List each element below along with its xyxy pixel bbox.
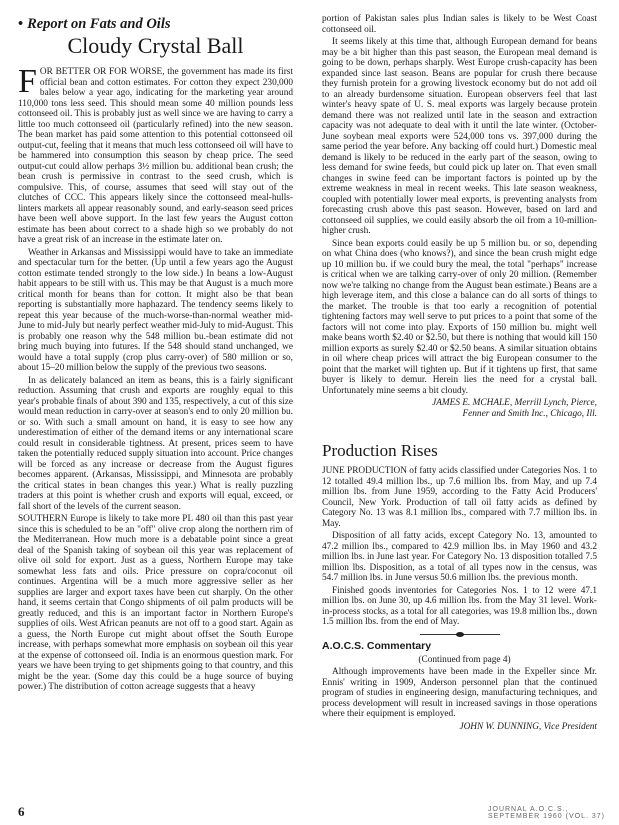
production-paragraph-1: [322, 466, 597, 529]
journal-footer: JOURNAL A.O.C.S., SEPTEMBER 1960 (VOL. 37): [488, 806, 605, 820]
article-title: Cloudy Crystal Ball: [67, 33, 244, 59]
commentary-signature: JOHN W. DUNNING, Vice President: [459, 721, 597, 732]
signature-line: JAMES E. MCHALE, Merrill Lynch, Pierce,: [432, 398, 597, 408]
paragraph-text: Europe is likely to take more PL 480 oil than this past year since this is scheduled to be an "off" olive crop along the northern rim of the Mediterranean. How much more is a debatable point since a great deal of the Spanish taking of soybean oil this year was replacement of olive oil sold for export. Just as a guess, Northern Europe may take somewhat less fats and oils. Price pressure on copra/coconut oil continues. Argentina will be a much more aggressive seller as her supplies are larger and export taxes have been cut sharply. On the other hand, it seems certain that Congo shipments of oil palm products will be greatly reduced, and this is an important factor in Northern Europe's supplies of oils. West African peanuts are not off to a good start. Again as a guess, the North Europe cut might about offset the South Europe increase, with perhaps somewhat more emphasis on soybean oil this year at the expense of cottonseed oil. India is an enormous question mark. For years we have been trying to get shipments going to that country, and this might be the year. (Some day this could be a huge source of buying power.) The distribution of cotton acreage suggests that a heavy: [18, 514, 293, 693]
signature-line: Fenner and Smith Inc., Chicago, Ill.: [462, 408, 597, 419]
lead-in: JUNE PRODUCTION: [322, 466, 407, 477]
lead-in: SOUTHERN: [18, 514, 68, 525]
bullet-icon: •: [18, 16, 24, 32]
article-paragraph-4: [18, 514, 293, 693]
production-paragraph-2: Disposition of all fatty acids, except Category No. 13, amounted to 47.2 million lbs., compared to 42.9 million lbs. in May 1960 and 43.2 million lbs. in June last year. For Category No. 13 disposition totalled 7.5 million lbs. Disposition, as a total of all types now in the census, was 54.7 million lbs. in June versus 50.6 million lbs. the previous month.: [322, 531, 597, 584]
article-paragraph-1: [18, 63, 293, 246]
article-paragraph-5: portion of Pakistan sales plus Indian sales is likely to be West Coast cottonseed oil.: [322, 14, 597, 35]
production-paragraph-3: Finished goods inventories for Categories Nos. 1 to 12 were 47.1 million lbs. on June 30, up 4.6 million lbs. from the May 31 level. Work-in-process stocks, as a total for all categories, was 19.8 million lbs., down 1.5 million lbs. from the end of May.: [322, 585, 597, 628]
article-paragraph-3: In as delicately balanced an item as beans, this is a fairly significant reduction. Assuming that crush and exports are roughly equal to this year's probable finals of about 390 and 135, respectively, a cut of this size would mean reduction in carry-over at season's end to only 20 million bu. or so. With such a small amount on hand, it is easy to see how any underestimation of either of the demand items or any international scare could result in considerable tightness. At present, prices seem to have taken the potentially reduced supply situation into account. Price changes will be forced as any increase or decrease from the August figures becomes apparent. (Arkansas, Mississippi, and Minnesota are probably the critical states in bean changes this year.) What is really puzzling traders at this point is whether crush and exports will equal, exceed, or fall short of the levels of the current season.: [18, 375, 293, 512]
article-paragraph-7: Since bean exports could easily be up 5 million bu. or so, depending on what China does (who knows?), and since the bean crush might edge up 10 million bu. if we could bury the meal, the total "perhaps" increase is critical when we are talking carry-over of only 20 million. (Remember now we're talking no change from the August bean estimate.) Beans are a high leverage item, and this close a balance can do all sorts of things to the market. The trouble is that too early a recognition of potential tightening factors may well serve to put prices to a point that some of the factors will not come into play. Exports of 150 million bu. might well make beans worth $2.40 or $2.50, but there is nothing that would kill 150 million exports as surely $2.40 or $2.50 beans. A similar situation obtains in oil where cheap prices will attract the big European consumer to the point that the market will tighten up. But if it tightens up first, that same buyer is likely to demur. Herein lies the need for a crystal ball. Unfortunately mine seems a bit cloudy.: [322, 238, 597, 396]
lead-in: OR BETTER OR FOR WORSE,: [39, 67, 165, 78]
continued-note: (Continued from page 4): [418, 654, 511, 665]
paragraph-text: the government has made its first official bean and cotton estimates. For cotton they expect 230,000 bales below a year ago, indicating for the marketing year around 110,000 tons less seed. This should mean some 40 million pounds less cottonseed oil. This is probably just as well since we are having to carry a little too much cottonseed oil (particularly refined) into the new season. The bean market has paid some attention to this potential cottonseed oil output-cut, feeling that it means that much less cottonseed oil will have to be hammered into consumption this season by cheap price. The seed output-cut could allow perhaps 3½ million bu. additional bean crush; the bean crush is permissive in contrast to the seed crush, which is compulsive. This, of course, assumes that seed will stay out of the clutches of CCC. This appears likely since the cottonseed meal-hulls-linters markets all appear reasonably sound, and early-season seed prices have been well above support. In the last few years the August cotton estimate has been about correct to a shade high so we probably do not have a great risk of an increase in the estimate later on.: [18, 67, 293, 246]
page-number: 6: [18, 804, 25, 819]
article-paragraph-2: Weather in Arkansas and Mississippi would have to take an immediate and spectacular turn for the better. (Up until a few years ago the August cotton estimate tended strongly to the low side.) In beans a low-August habit appears to be still with us. This may be that August is a much more critical month for beans than for cotton. It might also be that bean reporting is substantially more haphazard. The tendency seems likely to repeat this year because of the much-worse-than-normal weather mid-June to mid-July but nearly perfect weather mid-July to mid-August. This is probably one reason why the 548 million bu.-bean estimate did not bring much buying into futures. If the 548 should stand unchanged, we would have a total supply (crop plus carry-over) of 580 million or so, about 15–20 million below the supply of the previous two seasons.: [18, 247, 293, 374]
section-title-production: Production Rises: [322, 441, 438, 460]
kicker-text: Report on Fats and Oils: [27, 16, 171, 32]
author-signature: [322, 398, 597, 419]
article-paragraph-6: It seems likely at this time that, although European demand for beans may be a bit higher than this past season, the European meal demand is going to be down, perhaps sharply. West Europe crush-capacity has been expanded since last season. Beans are popular for crush there because they furnish protein for a growing livestock economy but do not add oil to an already burdensome situation. European observers feel that last winter's heavy spate of U. S. meal exports was largely because protein demand there was not realized until late in the season and extraction capacity was not adequate to deal with it until the late winter. (October-June soybean meal exports were 524,000 tons vs. 397,000 during the same period the year before. Any backing off could hurt.) Domestic meal demand is likely to be reduced in the early part of the season, owing to less demand for swine feeds, but could pick up later on. That even small changes in swine feed can be important factors is pointed up by the extreme weakness in meal in recent weeks. This late season weakness, coupled with potentially lower meal exports, is preventing analysts from forecasting crush above this past season. However, based on lard and cottonseed oil supplies, we could easily absorb the oil from a 10-million-higher crush.: [322, 37, 597, 236]
paragraph-text: of fatty acids classified under Categories Nos. 1 to 12 totalled 49.4 million lbs., up 7.6 million lbs. from May, and up 7.4 million lbs. from June 1959, according to the Fatty Acid Producers' Council, New York. Production of tall oil fatty acids as defined by Category No. 13 was 8.1 million lbs., compared with 7.7 million lbs. in May.: [322, 466, 597, 529]
left-column: [18, 14, 293, 695]
right-column: [322, 14, 597, 734]
commentary-paragraph-1: Although improvements have been made in the Expeller since Mr. Ennis' writing in 1909, Anderson personnel plan that the continued program of studies in engineering design, manufacturing techniques, and process development will result in increased savings in those operations where their equipment is employed.: [322, 667, 597, 720]
drop-cap: F: [18, 63, 37, 101]
section-divider: [420, 634, 500, 635]
section-title-commentary: A.O.C.S. Commentary: [322, 639, 432, 652]
section-kicker: [18, 16, 293, 32]
